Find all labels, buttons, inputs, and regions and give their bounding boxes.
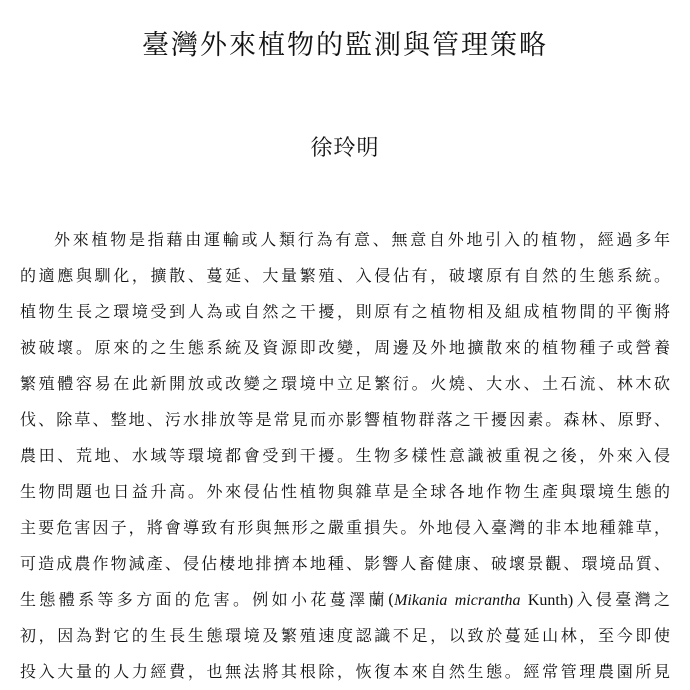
body-paragraph xyxy=(20,222,670,690)
paper-title: 臺灣外來植物的監測與管理策略 xyxy=(142,30,548,61)
paragraph-line: 生物問題也日益升高。外來侵佔性植物與雜草是全球各地作物生產與環境生態的 xyxy=(20,482,670,501)
paragraph-line-with-species xyxy=(20,582,670,618)
paragraph-line: 農田、荒地、水域等環境都會受到干擾。生物多樣性意識被重視之後，外來入侵 xyxy=(20,446,670,465)
scientific-name: Mikania micrantha xyxy=(394,592,521,609)
paragraph-line: 主要危害因子，將會導致有形與無形之嚴重損失。外地侵入臺灣的非本地種雜草， xyxy=(20,518,670,537)
paragraph-line: 被破壞。原來的之生態系統及資源即改變，周邊及外地擴散來的植物種子或營養 xyxy=(20,338,670,357)
paragraph-line: 投入大量的人力經費，也無法將其根除，恢復本來自然生態。經常管理農園所見 xyxy=(20,662,670,681)
paragraph-text: Kunth)入侵臺灣之 xyxy=(520,592,670,609)
paragraph-line: 的適應與馴化，擴散、蔓延、大量繁殖、入侵佔有，破壞原有自然的生態系統。 xyxy=(20,266,670,285)
paragraph-line: 繁殖體容易在此新開放或改變之環境中立足繁衍。火燒、大水、土石流、林木砍 xyxy=(20,374,670,393)
paragraph-line: 外來植物是指藉由運輸或人類行為有意、無意自外地引入的植物，經過多年 xyxy=(54,230,670,249)
paragraph-line: 初，因為對它的生長生態環境及繁殖速度認識不足，以致於蔓延山林，至今即使 xyxy=(20,626,670,645)
author-name: 徐玲明 xyxy=(310,136,380,161)
paragraph-line: 植物生長之環境受到人為或自然之干擾，則原有之植物相及組成植物間的平衡將 xyxy=(20,302,670,321)
paragraph-line: 可造成農作物減產、侵佔棲地排擠本地種、影響人畜健康、破壞景觀、環境品質、 xyxy=(20,554,670,573)
paragraph-text: 生態體系等多方面的危害。例如小花蔓澤蘭( xyxy=(20,590,395,609)
paragraph-line: 伐、除草、整地、污水排放等是常見而亦影響植物群落之干擾因素。森林、原野、 xyxy=(20,410,670,429)
